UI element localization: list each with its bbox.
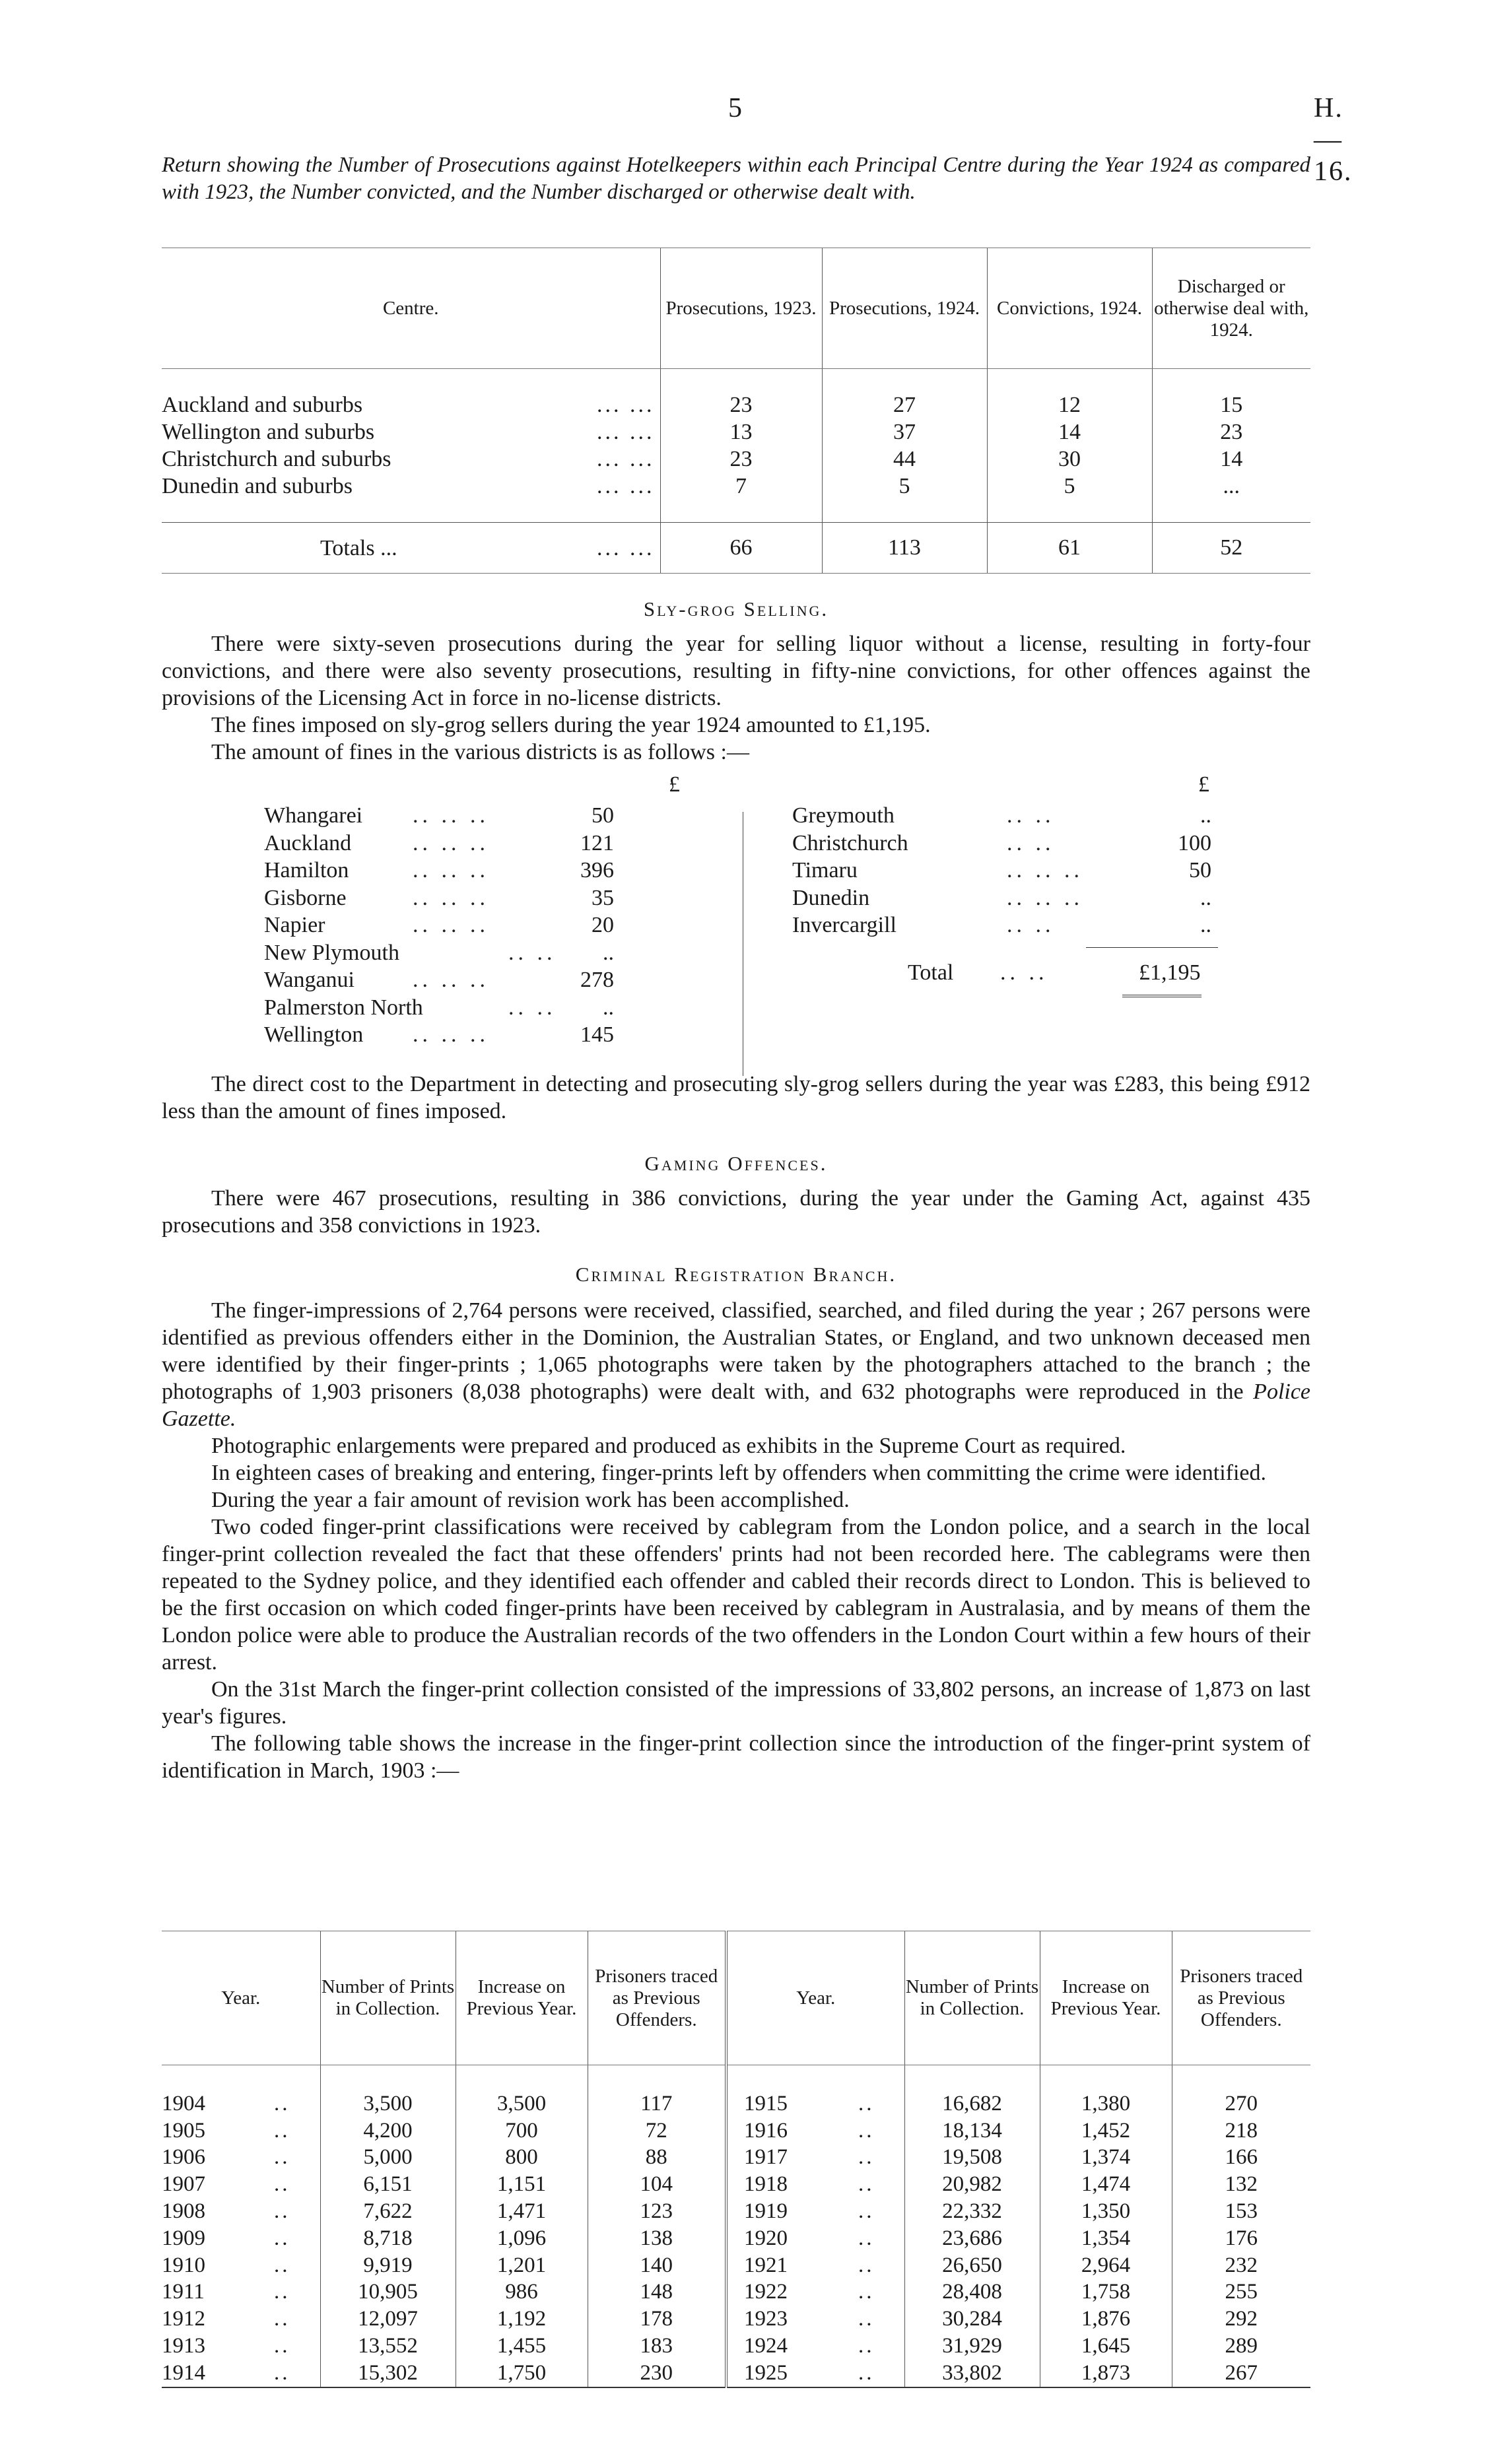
cell-disc: 15 <box>1152 391 1310 418</box>
leader-dots: .. <box>858 2360 904 2387</box>
table-row <box>162 473 1310 500</box>
prints-cell: 19,508 <box>904 2145 1040 2172</box>
prints-cell: 30,284 <box>904 2306 1040 2333</box>
prisoners-cell: 176 <box>1172 2225 1310 2252</box>
gaming-text <box>162 1185 1310 1239</box>
fine-row <box>264 802 726 830</box>
criminal-paragraph: Photographic enlargements were prepared and produced as exhibits in the Supreme Court as required. <box>211 1434 1126 1458</box>
col-header-prisoners: Prisoners traced as Previous Offenders. <box>1172 1931 1310 2065</box>
year-cell: 1917 <box>726 2145 858 2172</box>
totals-label-cell <box>162 523 660 574</box>
hotelkeepers-prosecutions-table <box>162 248 1310 574</box>
leader-dots: .. <box>274 2307 290 2331</box>
col-header-increase: Increase on Previous Year. <box>456 1931 588 2065</box>
gaming-paragraph: There were 467 prosecutions, resulting in 386 convictions, during the year under the Gaming Act, against 435 prosecutions and 358 convictions in 1923. <box>162 1186 1310 1238</box>
col-header-year: Year. <box>726 1931 904 2065</box>
fine-amount: 50 <box>592 803 614 828</box>
increase-cell: 1,474 <box>1040 2171 1172 2198</box>
col-header-prints: Number of Prints in Collection. <box>904 1931 1040 2065</box>
fine-amount: 278 <box>580 968 614 992</box>
criminal-paragraph <box>162 1297 1310 1432</box>
leader-dots: .. <box>858 2199 875 2224</box>
fine-row <box>264 884 726 912</box>
fines-total-dots: .. .. <box>1000 960 1048 985</box>
leader-dots: ... ... <box>597 419 655 444</box>
prints-cell: 6,151 <box>320 2171 456 2198</box>
leader-dots: .. <box>274 2145 290 2170</box>
district-name: Dunedin <box>792 885 870 910</box>
prisoners-cell: 218 <box>1172 2117 1310 2145</box>
district-name: Napier <box>264 913 325 937</box>
prisoners-cell: 104 <box>588 2171 726 2198</box>
sly-grog-paragraph: There were sixty-seven prosecutions during the year for selling liquor without a license, resulting in forty-four convictions, and there were also seventy prosecutions, resulting in fifty-nine convictions, for other offences against the provisions of the Licensing Act in force in no-license districts. <box>162 632 1310 710</box>
cell-conv: 12 <box>987 391 1152 418</box>
leader-dots: .. <box>274 2253 290 2277</box>
year-cell: 1910 <box>162 2253 205 2277</box>
leader-dots: .. <box>274 2172 290 2197</box>
prints-cell: 5,000 <box>320 2145 456 2172</box>
prisoners-cell: 183 <box>588 2333 726 2360</box>
increase-cell: 1,201 <box>456 2252 588 2279</box>
prisoners-cell: 88 <box>588 2145 726 2172</box>
criminal-paragraph: The following table shows the increase in the finger-print collection since the introduction of the finger-print system of identification in March, 1903 :— <box>162 1731 1310 1783</box>
year-cell: 1916 <box>726 2117 858 2145</box>
total-disc: 52 <box>1152 523 1310 574</box>
increase-cell: 1,151 <box>456 2171 588 2198</box>
increase-cell: 1,750 <box>456 2360 588 2387</box>
prisoners-cell: 153 <box>1172 2198 1310 2225</box>
district-name: Timaru <box>792 858 858 882</box>
prisoners-cell: 166 <box>1172 2145 1310 2172</box>
prisoners-cell: 132 <box>1172 2171 1310 2198</box>
leader-dots: .. <box>274 2226 290 2250</box>
criminal-registration-heading: Criminal Registration Branch. <box>575 1263 897 1286</box>
table-row <box>162 446 1310 473</box>
col-header-prosecutions-1923: Prosecutions, 1923. <box>660 248 822 369</box>
cell-disc: 14 <box>1152 446 1310 473</box>
page-number: 5 <box>728 93 742 123</box>
year-cell: 1924 <box>726 2333 858 2360</box>
col-header-increase: Increase on Previous Year. <box>1040 1931 1172 2065</box>
prisoners-cell: 148 <box>588 2279 726 2306</box>
col-header-prisoners: Prisoners traced as Previous Offenders. <box>588 1931 726 2065</box>
fine-row <box>792 857 1241 884</box>
table-row <box>162 2279 1310 2306</box>
leader-dots: .. <box>858 2145 875 2170</box>
table-row <box>162 391 1310 418</box>
total-double-rule <box>1122 995 1202 997</box>
prisoners-cell: 123 <box>588 2198 726 2225</box>
prints-cell: 7,622 <box>320 2198 456 2225</box>
totals-label: Totals ... <box>320 536 397 560</box>
leader-dots: .. .. .. <box>413 913 489 937</box>
sly-grog-text <box>162 630 1310 766</box>
criminal-registration-text <box>162 1297 1310 1784</box>
fine-row <box>264 994 726 1022</box>
prints-cell: 13,552 <box>320 2333 456 2360</box>
table-row <box>162 418 1310 446</box>
fine-row <box>264 966 726 994</box>
increase-cell: 700 <box>456 2117 588 2145</box>
increase-cell: 1,096 <box>456 2225 588 2252</box>
year-cell: 1906 <box>162 2145 205 2170</box>
fines-total-label: Total <box>908 960 954 985</box>
cell-p1924: 37 <box>822 418 987 446</box>
prisoners-cell: 255 <box>1172 2279 1310 2306</box>
increase-cell: 1,876 <box>1040 2306 1172 2333</box>
prints-cell: 16,682 <box>904 2090 1040 2117</box>
cell-disc: 23 <box>1152 418 1310 446</box>
prints-cell: 26,650 <box>904 2252 1040 2279</box>
table-row <box>162 2252 1310 2279</box>
leader-dots: .. <box>858 2172 875 2197</box>
leader-dots: .. <box>858 2118 875 2143</box>
increase-cell: 1,452 <box>1040 2117 1172 2145</box>
cell-conv: 30 <box>987 446 1152 473</box>
prisoners-cell: 289 <box>1172 2333 1310 2360</box>
centre-name: Dunedin and suburbs <box>162 473 353 498</box>
table-row <box>162 2171 1310 2198</box>
prints-cell: 22,332 <box>904 2198 1040 2225</box>
increase-cell: 800 <box>456 2145 588 2172</box>
table-row <box>162 2145 1310 2172</box>
centre-cell <box>162 446 660 473</box>
fine-row <box>792 884 1241 912</box>
cell-p1923: 13 <box>660 418 822 446</box>
leader-dots: .. .. <box>1007 830 1055 855</box>
criminal-paragraph-text: The finger-impressions of 2,764 persons were received, classified, searched, and filed during the year ; 267 persons were identified as previous offenders either in the Dominion, the Australian States, or England, and two unknown deceased men were identified by their finger-prints ; 1,065 photographs were taken by the photographers attached to the branch ; the photographs of 1,903 prisoners (8,038 photographs) were dealt with, and 632 photographs were reproduced in the <box>162 1298 1310 1404</box>
year-cell: 1920 <box>726 2225 858 2252</box>
leader-dots: .. .. .. <box>413 858 489 882</box>
fine-row <box>792 802 1241 830</box>
prisoners-cell: 72 <box>588 2117 726 2145</box>
year-cell: 1904 <box>162 2091 205 2115</box>
increase-cell: 3,500 <box>456 2090 588 2117</box>
district-name: Invercargill <box>792 913 897 937</box>
district-name: Wellington <box>264 1022 364 1047</box>
prisoners-cell: 230 <box>588 2360 726 2387</box>
prints-cell: 18,134 <box>904 2117 1040 2145</box>
year-cell: 1923 <box>726 2306 858 2333</box>
prints-cell: 23,686 <box>904 2225 1040 2252</box>
fine-row <box>264 1021 726 1049</box>
cell-conv: 5 <box>987 473 1152 500</box>
table1-caption: Return showing the Number of Prosecutions against Hotelkeepers within each Principal Centre during the Year 1924 as compared with 1923, the Number convicted, and the Number discharged or otherwise dealt with. <box>162 153 1310 204</box>
total-p1924: 113 <box>822 523 987 574</box>
leader-dots: ... ... <box>597 446 655 471</box>
total-conv: 61 <box>987 523 1152 574</box>
col-header-prosecutions-1924: Prosecutions, 1924. <box>822 248 987 369</box>
col-header-year: Year. <box>162 1931 320 2065</box>
leader-dots: .. <box>274 2280 290 2304</box>
currency-symbol: £ <box>1198 772 1209 797</box>
district-name: Gisborne <box>264 885 347 910</box>
table-row <box>162 2225 1310 2252</box>
leader-dots: .. .. .. <box>413 830 489 855</box>
fine-amount: .. <box>1200 913 1211 937</box>
centre-cell <box>162 473 660 500</box>
criminal-paragraph: During the year a fair amount of revision work has been accomplished. <box>211 1488 850 1512</box>
fine-amount: 35 <box>592 885 614 910</box>
district-name: Whangarei <box>264 803 363 828</box>
sly-grog-paragraph: The fines imposed on sly-grog sellers during the year 1924 amounted to £1,195. <box>211 713 931 737</box>
year-cell: 1922 <box>726 2279 858 2306</box>
fine-row <box>264 830 726 857</box>
leader-dots: .. <box>274 2360 320 2387</box>
cell-p1924: 5 <box>822 473 987 500</box>
police-gazette-italic: Police Gazette. <box>162 1380 1311 1431</box>
total-rule <box>1086 947 1218 948</box>
year-cell: 1919 <box>726 2198 858 2225</box>
fine-amount: 396 <box>580 858 614 882</box>
increase-cell: 1,758 <box>1040 2279 1172 2306</box>
cell-p1923: 23 <box>660 391 822 418</box>
fine-row <box>264 857 726 884</box>
prints-cell: 3,500 <box>320 2090 456 2117</box>
prisoners-cell: 178 <box>588 2306 726 2333</box>
prints-cell: 9,919 <box>320 2252 456 2279</box>
totals-row <box>162 523 1310 574</box>
prints-cell: 33,802 <box>904 2360 1040 2387</box>
finger-print-collection-table <box>162 1931 1310 2388</box>
prisoners-cell: 232 <box>1172 2252 1310 2279</box>
increase-cell: 1,192 <box>456 2306 588 2333</box>
fine-amount: 50 <box>1189 858 1211 882</box>
prints-cell: 31,929 <box>904 2333 1040 2360</box>
prisoners-cell: 267 <box>1172 2360 1310 2387</box>
centre-name: Christchurch and suburbs <box>162 446 391 471</box>
leader-dots: .. <box>274 2118 290 2143</box>
table-row <box>162 2090 1310 2117</box>
fine-amount: .. <box>603 995 614 1020</box>
leader-dots: .. <box>274 2334 290 2358</box>
district-name: Hamilton <box>264 858 349 882</box>
cell-disc: ... <box>1152 473 1310 500</box>
cell-p1924: 27 <box>822 391 987 418</box>
leader-dots: .. <box>858 2280 875 2304</box>
fine-amount: 121 <box>580 830 614 855</box>
fine-row <box>792 830 1241 857</box>
leader-dots: .. .. .. <box>413 968 489 992</box>
sly-grog-cost-paragraph: The direct cost to the Department in detecting and prosecuting sly-grog sellers during the year was £283, this being £912 less than the amount of fines imposed. <box>162 1072 1310 1123</box>
col-header-convictions-1924: Convictions, 1924. <box>987 248 1152 369</box>
prints-cell: 10,905 <box>320 2279 456 2306</box>
currency-symbol: £ <box>669 772 680 797</box>
prints-cell: 15,302 <box>320 2360 456 2387</box>
leader-dots: .. .. <box>508 995 557 1020</box>
cell-p1923: 23 <box>660 446 822 473</box>
increase-cell: 1,471 <box>456 2198 588 2225</box>
leader-dots: .. .. .. <box>1007 858 1083 882</box>
table-row <box>162 2117 1310 2145</box>
year-cell: 1911 <box>162 2280 205 2304</box>
table-row <box>162 2306 1310 2333</box>
cell-p1924: 44 <box>822 446 987 473</box>
leader-dots: .. <box>274 2199 290 2224</box>
leader-dots: ... ... <box>597 536 655 560</box>
leader-dots: .. .. <box>1007 913 1055 937</box>
leader-dots: .. .. .. <box>413 803 489 828</box>
table-row <box>162 2333 1310 2360</box>
leader-dots: .. .. .. <box>1007 885 1083 910</box>
year-cell: 1918 <box>726 2171 858 2198</box>
prints-cell: 12,097 <box>320 2306 456 2333</box>
district-name: Greymouth <box>792 803 895 828</box>
district-name: Auckland <box>264 830 352 855</box>
fine-amount: 20 <box>592 913 614 937</box>
prisoners-cell: 292 <box>1172 2306 1310 2333</box>
prisoners-cell: 138 <box>588 2225 726 2252</box>
year-cell: 1913 <box>162 2334 205 2358</box>
year-cell: 1909 <box>162 2226 205 2250</box>
prints-cell: 8,718 <box>320 2225 456 2252</box>
increase-cell: 1,380 <box>1040 2090 1172 2117</box>
district-name: Wanganui <box>264 968 355 992</box>
increase-cell: 986 <box>456 2279 588 2306</box>
fines-total-value: £1,195 <box>1139 960 1201 985</box>
prints-cell: 20,982 <box>904 2171 1040 2198</box>
fine-row <box>264 939 726 967</box>
centre-name: Wellington and suburbs <box>162 419 375 444</box>
criminal-paragraph: In eighteen cases of breaking and entering, finger-prints left by offenders when committing the crime were identified. <box>211 1461 1267 1485</box>
col-header-prints: Number of Prints in Collection. <box>320 1931 456 2065</box>
prints-cell: 28,408 <box>904 2279 1040 2306</box>
fine-amount: .. <box>603 940 614 965</box>
prisoners-cell: 140 <box>588 2252 726 2279</box>
district-name: New Plymouth <box>264 940 399 965</box>
leader-dots: .. <box>274 2091 290 2115</box>
district-name: Palmerston North <box>264 995 423 1020</box>
leader-dots: .. .. <box>1007 803 1055 828</box>
year-cell: 1908 <box>162 2199 205 2224</box>
prisoners-cell: 117 <box>588 2090 726 2117</box>
criminal-paragraph: On the 31st March the finger-print collection consisted of the impressions of 33,802 persons, an increase of 1,873 on last year's figures. <box>162 1677 1310 1729</box>
sly-grog-heading: Sly-grog Selling. <box>643 597 829 620</box>
year-cell: 1925 <box>726 2360 858 2387</box>
table-row <box>162 2360 1310 2387</box>
prisoners-cell: 270 <box>1172 2090 1310 2117</box>
fine-amount: .. <box>1200 803 1211 828</box>
col-header-centre: Centre. <box>162 248 660 369</box>
year-cell: 1921 <box>726 2252 858 2279</box>
increase-cell: 1,354 <box>1040 2225 1172 2252</box>
increase-cell: 1,350 <box>1040 2198 1172 2225</box>
total-p1923: 66 <box>660 523 822 574</box>
leader-dots: .. .. .. <box>413 885 489 910</box>
document-code: H.—16. <box>1314 93 1353 187</box>
increase-cell: 1,455 <box>456 2333 588 2360</box>
leader-dots: .. <box>858 2307 875 2331</box>
cell-p1923: 7 <box>660 473 822 500</box>
criminal-paragraph: Two coded finger-print classifications were received by cablegram from the London police, and a search in the local finger-print collection revealed the fact that these offenders' prints had not been recorded here. The cablegrams were then repeated to the Sydney police, and they identified each offender and cabled their records direct to London. This is believed to be the first occasion on which coded finger-prints have been received by cablegram in Australasia, and by means of them the London police were able to produce the Australian records of the two offenders in the London Court within a few hours of their arrest. <box>162 1515 1310 1675</box>
fine-amount: .. <box>1200 885 1211 910</box>
year-cell: 1915 <box>726 2090 858 2117</box>
centre-cell <box>162 418 660 446</box>
prints-cell: 4,200 <box>320 2117 456 2145</box>
col-header-discharged-1924: Discharged or otherwise deal with, 1924. <box>1152 248 1310 369</box>
sly-grog-paragraph: The amount of fines in the various districts is as follows :— <box>211 740 749 764</box>
leader-dots: .. <box>858 2253 875 2277</box>
cell-conv: 14 <box>987 418 1152 446</box>
leader-dots: .. <box>858 2226 875 2250</box>
fine-row <box>792 912 1241 939</box>
fine-row <box>264 912 726 939</box>
sly-grog-cost <box>162 1071 1310 1125</box>
table-row <box>162 2198 1310 2225</box>
leader-dots: .. <box>858 2091 875 2115</box>
fine-amount: 100 <box>1178 830 1211 855</box>
leader-dots: ... ... <box>597 392 655 417</box>
fine-amount: 145 <box>580 1022 614 1047</box>
leader-dots: .. .. <box>508 940 557 965</box>
increase-cell: 1,645 <box>1040 2333 1172 2360</box>
year-cell: 1907 <box>162 2172 205 2197</box>
increase-cell: 2,964 <box>1040 2252 1172 2279</box>
year-cell: 1914 <box>162 2360 274 2387</box>
year-cell: 1912 <box>162 2307 205 2331</box>
leader-dots: .. <box>858 2334 875 2358</box>
gaming-heading: Gaming Offences. <box>644 1152 828 1175</box>
leader-dots: .. .. .. <box>413 1022 489 1047</box>
year-cell: 1905 <box>162 2118 205 2143</box>
district-name: Christchurch <box>792 830 908 855</box>
leader-dots: ... ... <box>597 473 655 498</box>
increase-cell: 1,873 <box>1040 2360 1172 2387</box>
increase-cell: 1,374 <box>1040 2145 1172 2172</box>
centre-name: Auckland and suburbs <box>162 392 363 417</box>
centre-cell <box>162 391 660 418</box>
